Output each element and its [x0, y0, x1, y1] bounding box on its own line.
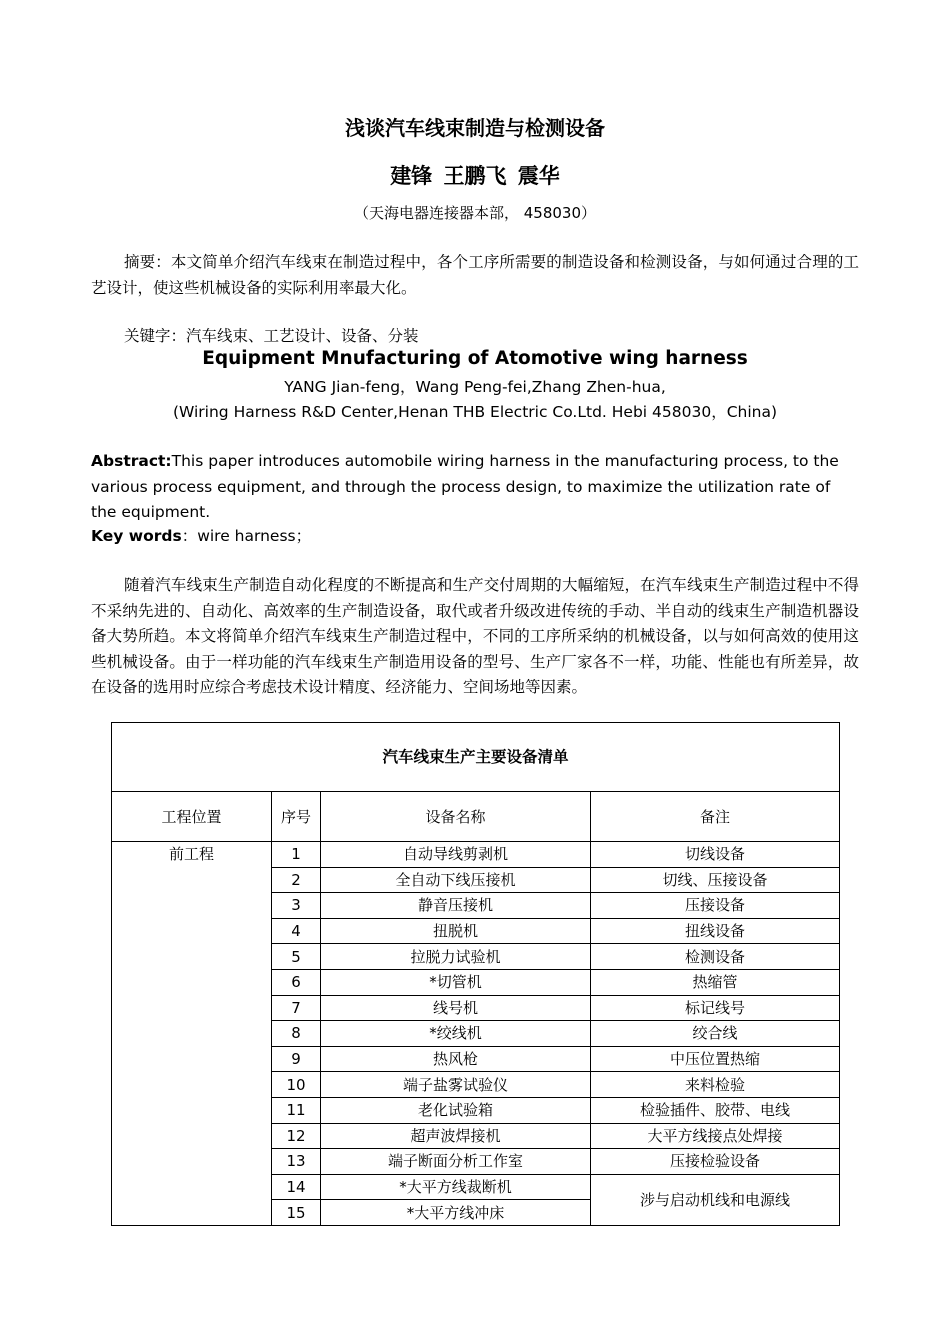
row-number: 12 — [272, 1123, 321, 1149]
row-number: 8 — [272, 1021, 321, 1047]
equipment-name: 老化试验箱 — [321, 1097, 591, 1123]
row-number: 15 — [272, 1200, 321, 1226]
row-number: 6 — [272, 969, 321, 995]
table-caption: 汽车线束生产主要设备清单 — [112, 723, 840, 792]
equipment-name: 自动导线剪剥机 — [321, 842, 591, 868]
equipment-name: 拉脱力试验机 — [321, 944, 591, 970]
english-title: Equipment Mnufacturing of Atomotive wing harness — [202, 348, 748, 369]
chinese-title: 浅谈汽车线束制造与检测设备 — [345, 116, 605, 140]
row-number: 11 — [272, 1097, 321, 1123]
equipment-note: 来料检验 — [591, 1072, 840, 1098]
row-number: 3 — [272, 893, 321, 919]
equipment-note: 切线设备 — [591, 842, 840, 868]
chinese-abstract: 摘要：本文简单介绍汽车线束在制造过程中，各个工序所需要的制造设备和检测设备，与如何通过合理的工艺设计，使这些机械设备的实际利用率最大化。 — [91, 253, 859, 297]
equipment-note: 压接设备 — [591, 893, 840, 919]
body-paragraph: 随着汽车线束生产制造自动化程度的不断提高和生产交付周期的大幅缩短，在汽车线束生产制造过程中不得不采纳先进的、自动化、高效率的生产制造设备，取代或者升级改进传统的手动、半自动的线束生产制造机器设备大势所趋。本文将简单介绍汽车线束生产制造过程中，不同的工序所采纳的机械设备，以与如何高效的使用这些机械设备。由于一样功能的汽车线束生产制造用设备的型号、生产厂家各不一样，功能、性能也有所差异，故在设备的选用时应综合考虑技术设计精度、经济能力、空间场地等因素。 — [91, 576, 859, 696]
english-keywords — [91, 524, 311, 546]
english-authors: YANG Jian-feng，Wang Peng-fei,Zhang Zhen-hua, — [284, 378, 666, 396]
equipment-note: 绞合线 — [591, 1021, 840, 1047]
header-position: 工程位置 — [112, 792, 272, 842]
equipment-name: *大平方线裁断机 — [321, 1174, 591, 1200]
equipment-note: 扭线设备 — [591, 918, 840, 944]
equipment-name: 超声波焊接机 — [321, 1123, 591, 1149]
equipment-note: 检测设备 — [591, 944, 840, 970]
row-number: 5 — [272, 944, 321, 970]
table-header-row — [112, 792, 840, 842]
equipment-table — [111, 722, 840, 1226]
abstract-label: Abstract: — [91, 452, 172, 470]
equipment-name: 热风枪 — [321, 1046, 591, 1072]
keywords-label: Key words — [91, 527, 182, 545]
row-number: 1 — [272, 842, 321, 868]
equipment-name: 线号机 — [321, 995, 591, 1021]
row-number: 2 — [272, 867, 321, 893]
english-affiliation: (Wiring Harness R&D Center,Henan THB Electric Co.Ltd. Hebi 458030，China) — [172, 403, 778, 421]
equipment-name: 扭脱机 — [321, 918, 591, 944]
equipment-name: 全自动下线压接机 — [321, 867, 591, 893]
equipment-note: 切线、压接设备 — [591, 867, 840, 893]
equipment-name: *切管机 — [321, 969, 591, 995]
row-number: 10 — [272, 1072, 321, 1098]
row-number: 7 — [272, 995, 321, 1021]
equipment-name: *绞线机 — [321, 1021, 591, 1047]
equipment-note: 压接检验设备 — [591, 1149, 840, 1175]
equipment-name: 端子盐雾试验仪 — [321, 1072, 591, 1098]
chinese-authors: 建锋 王鹏飞 震华 — [390, 164, 560, 188]
english-abstract-text: This paper introduces automobile wiring harness in the manufacturing process, to the various process equipment, and through the process design, to maximize the utilization rate of the equipment. — [91, 452, 839, 521]
english-keywords-text: ：wire harness； — [181, 527, 312, 545]
header-note: 备注 — [591, 792, 840, 842]
equipment-note: 涉与启动机线和电源线 — [591, 1174, 840, 1225]
equipment-name: 静音压接机 — [321, 893, 591, 919]
chinese-affiliation: （天海电器连接器本部， 458030） — [353, 204, 597, 222]
section-cell: 前工程 — [112, 842, 272, 1226]
row-number: 14 — [272, 1174, 321, 1200]
equipment-note: 中压位置热缩 — [591, 1046, 840, 1072]
equipment-note: 标记线号 — [591, 995, 840, 1021]
header-name: 设备名称 — [321, 792, 591, 842]
row-number: 4 — [272, 918, 321, 944]
header-number: 序号 — [272, 792, 321, 842]
equipment-note: 热缩管 — [591, 969, 840, 995]
equipment-note: 大平方线接点处焊接 — [591, 1123, 840, 1149]
table-row — [112, 842, 840, 868]
equipment-note: 检验插件、胶带、电线 — [591, 1097, 840, 1123]
chinese-keywords: 关键字：汽车线束、工艺设计、设备、分装 — [124, 327, 419, 345]
row-number: 9 — [272, 1046, 321, 1072]
equipment-name: *大平方线冲床 — [321, 1200, 591, 1226]
equipment-name: 端子断面分析工作室 — [321, 1149, 591, 1175]
row-number: 13 — [272, 1149, 321, 1175]
english-abstract — [91, 449, 859, 526]
